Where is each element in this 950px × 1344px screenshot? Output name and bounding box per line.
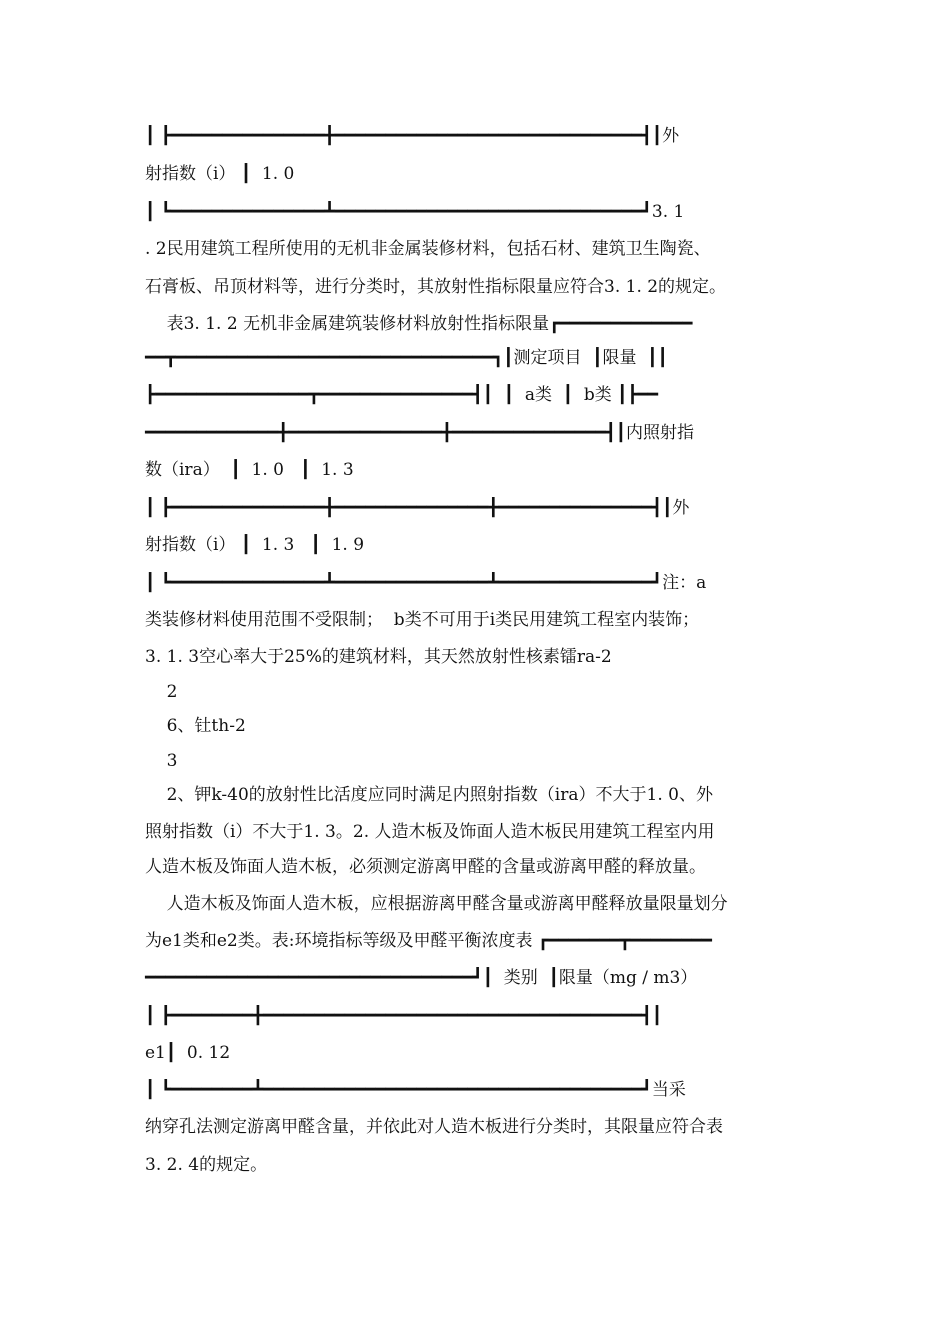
- text-line: 射指数（i） ┃ 1. 3 ┃ 1. 9: [145, 535, 365, 555]
- text-line: 人造木板及饰面人造木板，应根据游离甲醛含量或游离甲醛释放量限量划分: [145, 894, 728, 914]
- text-line: ┃ ┗━━━━━━━━━━━━━━━┻━━━━━━━━━━━━━━━━━━━━━━━━━━━━━━┛3. 1: [145, 202, 685, 222]
- text-line: 3. 1. 3空心率大于25%的建筑材料，其天然放射性核素镭ra-2: [145, 647, 612, 667]
- text-line: 6、钍th-2: [145, 716, 246, 736]
- text-line: 照射指数（i）不大于1. 3。2. 人造木板及饰面人造木板民用建筑工程室内用: [145, 822, 715, 842]
- text-line: ━━━━━━━━━━━━━╋━━━━━━━━━━━━━━━╋━━━━━━━━━━━━━━━┫┃内照射指: [145, 423, 695, 443]
- text-line: 3: [145, 751, 178, 771]
- text-line: 2、钾k-40的放射性比活度应同时满足内照射指数（ira）不大于1. 0、外: [145, 785, 713, 805]
- text-line: 纳穿孔法测定游离甲醛含量，并依此对人造木板进行分类时，其限量应符合表: [145, 1117, 723, 1137]
- text-line: ┃ ┣━━━━━━━━━━━━━━━╋━━━━━━━━━━━━━━━━━━━━━━━━━━━━━━┫┃外: [145, 126, 680, 146]
- text-line: ┃ ┣━━━━━━━━━━━━━━━╋━━━━━━━━━━━━━━━╋━━━━━━━━━━━━━━━┫┃外: [145, 498, 690, 518]
- text-line: ━━┳━━━━━━━━━━━━━━━━━━━━━━━━━━━━━━━┓┃测定项目 ┃限量 ┃┃: [145, 348, 668, 368]
- text-line: ┃ ┗━━━━━━━━┻━━━━━━━━━━━━━━━━━━━━━━━━━━━━━━━━━━━━━┛当采: [145, 1080, 686, 1100]
- text-line: 射指数（i） ┃ 1. 0: [145, 164, 295, 184]
- text-line: ━━━━━━━━━━━━━━━━━━━━━━━━━━━━━━━━┛┃ 类别 ┃限量（mg / m3）: [145, 968, 698, 988]
- text-line: ┃ ┗━━━━━━━━━━━━━━━┻━━━━━━━━━━━━━━━┻━━━━━━━━━━━━━━━┛注：a: [145, 573, 707, 593]
- text-line: 表3. 1. 2 无机非金属建筑装修材料放射性指标限量┏━━━━━━━━━━━━━: [145, 314, 693, 334]
- text-line: 2: [145, 682, 178, 702]
- text-line: 为e1类和e2类。表:环境指标等级及甲醛平衡浓度表 ┏━━━━━━━┳━━━━━━━━: [145, 931, 712, 951]
- text-line: ┃ ┣━━━━━━━━╋━━━━━━━━━━━━━━━━━━━━━━━━━━━━━━━━━━━━━┫┃: [145, 1006, 663, 1026]
- text-line: 人造木板及饰面人造木板，必须测定游离甲醛的含量或游离甲醛的释放量。: [145, 857, 706, 877]
- text-line: ┣━━━━━━━━━━━━━━━┳━━━━━━━━━━━━━━━┫┃ ┃ a类 ┃ b类 ┃┣━━: [145, 385, 659, 405]
- text-line: . 2民用建筑工程所使用的无机非金属装修材料，包括石材、建筑卫生陶瓷、: [145, 239, 711, 259]
- text-line: 数（ira） ┃ 1. 0 ┃ 1. 3: [145, 460, 354, 480]
- text-line: 石膏板、吊顶材料等，进行分类时，其放射性指标限量应符合3. 1. 2的规定。: [145, 277, 727, 297]
- text-line: 类装修材料使用范围不受限制； b类不可用于ⅰ类民用建筑工程室内装饰；: [145, 610, 700, 630]
- text-line: 3. 2. 4的规定。: [145, 1155, 268, 1175]
- text-line: e1┃ 0. 12: [145, 1043, 231, 1063]
